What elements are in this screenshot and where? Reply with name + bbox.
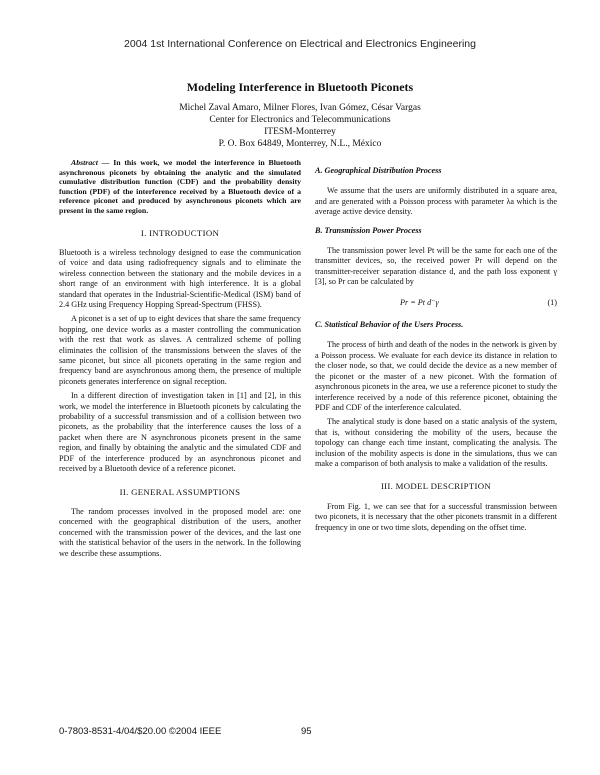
intro-paragraph-3: In a different direction of investigation taken in [1] and [2], in this work, we model the interference in Bluetooth piconets by calculating the probability of a successful transmission and of a collision between two piconets, as the probability that the interference causes the loss of a packet when there are N asynchronous piconets present in the same region, and finally by obtaining the analytic and the simulated CDF and PDF of the interference produced by an asynchronous piconet and received by a Bluetooth device of a reference piconet. [59, 391, 301, 474]
model-paragraph-1: From Fig. 1, we can see that for a successful transmission between two piconets, it is necessary that the other piconets transmit in a different frequency in one or two time slots, depending on the offset time. [315, 501, 557, 532]
abstract-text: In this work, we model the interference in Bluetooth asynchronous piconets by obtaining the analytic and the simulated cumulative distribution function (CDF) and the probability density function (PDF) of the interference received by a Bluetooth device of a reference piconet and produced by asynchronous piconets which are present in the same region. [59, 158, 301, 215]
section-heading-model: III. MODEL DESCRIPTION [380, 481, 492, 492]
abstract [59, 158, 301, 216]
conference-header: 2004 1st International Conference on Electrical and Electronics Engineering [124, 38, 476, 50]
statistical-paragraph-2: The analytical study is done based on a static analysis of the system, that is, without considering the mobility of the users, because the topology can change each time instant, complicating the analysis. The inclusion of the mobility aspects is done in the simulations, thus we can make a comparison of both analysis to make a validation of the results. [315, 417, 557, 468]
author-affiliation: Center for Electronics and Telecommunications [209, 115, 391, 125]
right-column [315, 158, 557, 537]
intro-paragraph-2: A piconet is a set of up to eight devices that share the same frequency hopping, one device works as a master controlling the communication with the rest that work as slaves. A centralized scheme of polling eliminates the collision of the transmissions between the slaves of the same piconet, but since all piconets operating in the same region and frequency band are asynchronous among them, the presence of multiple piconets generates interference on signal reception. [59, 314, 301, 386]
subsection-heading-geographical: A. Geographical Distribution Process [315, 166, 442, 175]
equation-number: (1) [547, 297, 557, 307]
abstract-label: Abstract — [71, 158, 110, 167]
equation-expression: Pr = Pt d⁻γ [400, 297, 439, 307]
paper-title: Modeling Interference in Bluetooth Piconets [186, 80, 414, 94]
author-institution: ITESM-Monterrey [264, 127, 336, 137]
section-heading-assumptions: II. GENERAL ASSUMPTIONS [119, 486, 241, 497]
isbn-copyright: 0-7803-8531-4/04/$20.00 ©2004 IEEE [59, 726, 222, 737]
page-number: 95 [301, 726, 312, 737]
subsection-heading-statistical: C. Statistical Behavior of the Users Process. [315, 320, 464, 330]
subsection-heading-power: B. Transmission Power Process [315, 225, 422, 235]
equation-1 [315, 298, 557, 308]
intro-paragraph-1: Bluetooth is a wireless technology designed to ease the communication of voice and data using radiofrequency signals and to eliminate the wireless connection between the stationary and the mobile devices in a short range of an environment with high interference. It is a global standard that operates in the Industrial-Scientific-Medical (ISM) band of 2.4 GHz using Frequency Hopping Spread-Spectrum (FHSS). [59, 247, 301, 309]
author-address: P. O. Box 64849, Monterrey, N.L., México [218, 139, 382, 149]
author-block [0, 102, 600, 150]
author-names: Michel Zaval Amaro, Milner Flores, Ivan Gómez, César Vargas [179, 103, 421, 113]
assumptions-paragraph-1: The random processes involved in the proposed model are: one concerned with the geographical distribution of the users, another concerned with the transmission power of the devices, and the last one with the statistical behavior of the users in the network. In the following we describe these assumptions. [59, 506, 301, 558]
statistical-paragraph-1: The process of birth and death of the nodes in the network is given by a Poisson process. We evaluate for each device its distance in relation to the closer node, so that, we could decide the device as a new member of the piconet or the master of a new piconet. With the formation of asynchronous piconets in the area, we use a reference piconet to study the interference received by a node of this reference piconet, obtaining the PDF and CDF of the interference calculated. [315, 340, 557, 412]
geographical-paragraph: We assume that the users are uniformly distributed in a square area, and are generated with a Poisson process with parameter λa which is the average active device density. [315, 186, 557, 217]
left-column [59, 158, 301, 563]
power-paragraph: The transmission power level Pt will be the same for each one of the transmitter devices, so, the received power Pr will depend on the transmitter-receiver separation distance d, and the path loss exponent γ [3], so Pr can be calculated by [315, 246, 557, 287]
section-heading-introduction: I. INTRODUCTION [140, 227, 220, 238]
